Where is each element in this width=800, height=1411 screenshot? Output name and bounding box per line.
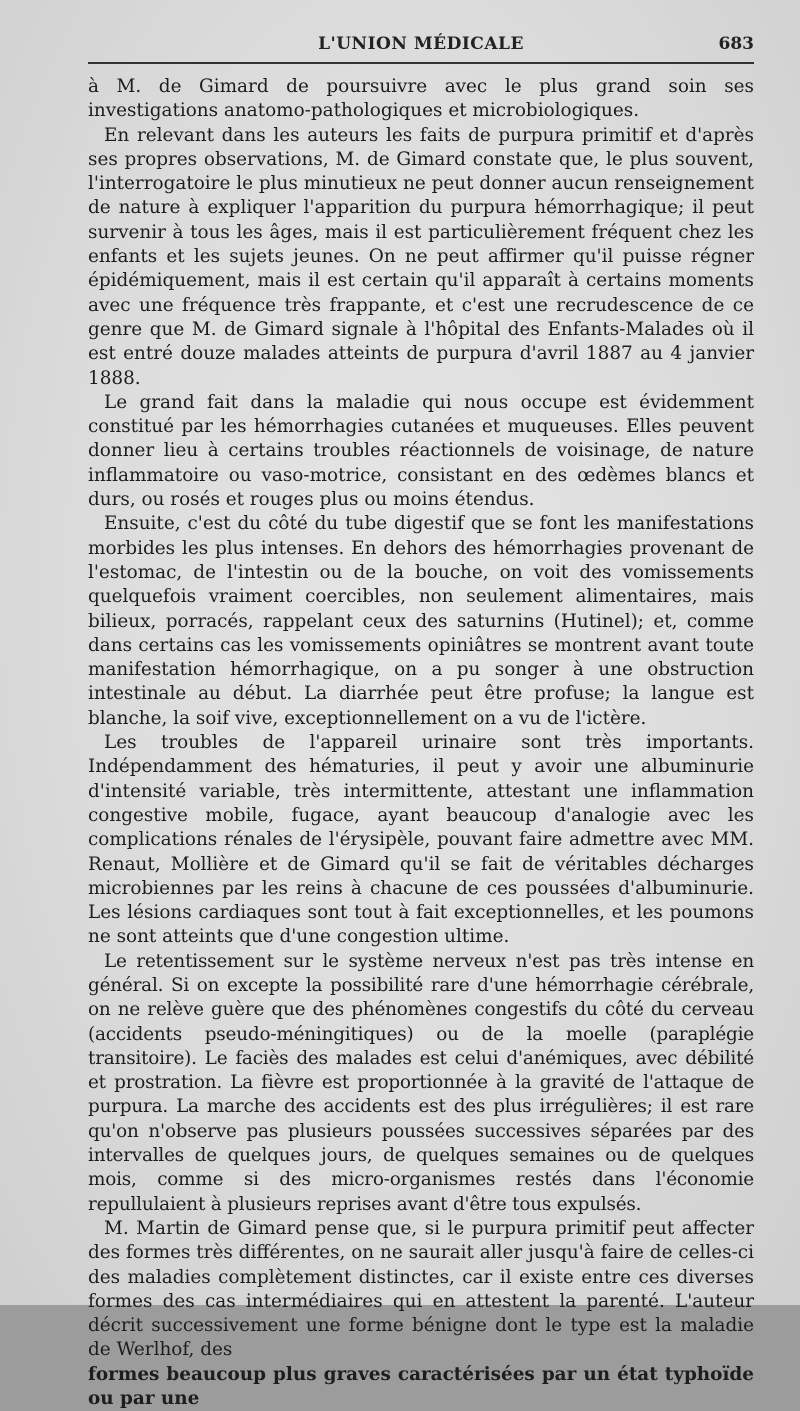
paragraph-last-line: formes beaucoup plus graves caractérisées par un état typhoïde ou par une <box>88 1363 754 1410</box>
body-text <box>88 75 754 1411</box>
paragraph: Le grand fait dans la maladie qui nous occupe est évidemment constitué par les hémorrhagies cutanées et muqueuses. Elles peuvent donner lieu à certains troubles réactionnels de voisinage, de nature inflammatoire ou vaso-motrice, consistant en des œdèmes blancs et durs, ou rosés et rouges plus ou moins étendus. <box>88 391 754 511</box>
header-rule <box>88 62 754 64</box>
paragraph: à M. de Gimard de poursuivre avec le plus grand soin ses investigations anatomo-pathologiques et microbiologiques. <box>88 76 754 122</box>
paragraph: Le retentissement sur le système nerveux n'est pas très intense en général. Si on excepte la possibilité rare d'une hémorrhagie cérébrale, on ne relève guère que des phénomènes congestifs du côté du cerveau (accidents pseudo-méningitiques) ou de la moelle (paraplégie transitoire). Le faciès des malades est celui d'anémiques, avec débilité et prostration. La fièvre est proportionnée à la gravité de l'attaque de purpura. La marche des accidents est des plus irrégulières; il est rare qu'on n'observe pas plusieurs poussées successives séparées par des intervalles de quelques jours, de quelques semaines ou de quelques mois, comme si des micro-organismes restés dans l'économie repullulaient à plusieurs reprises avant d'être tous expulsés. <box>88 950 754 1215</box>
page-number: 683 <box>718 34 754 54</box>
paragraph: En relevant dans les auteurs les faits de purpura primitif et d'après ses propres observations, M. de Gimard constate que, le plus souvent, l'interrogatoire le plus minutieux ne peut donner aucun renseignement de nature à expliquer l'apparition du purpura hémorrhagique; il peut survenir à tous les âges, mais il est particulièrement fréquent chez les enfants et les sujets jeunes. On ne peut affirmer qu'il puisse régner épidémiquement, mais il est certain qu'il apparaît à certains moments avec une fréquence très frappante, et c'est une recrudescence de ce genre que M. de Gimard signale à l'hôpital des Enfants-Malades où il est entré douze malades atteints de purpura d'avril 1887 au 4 janvier 1888. <box>88 124 754 389</box>
page-header <box>88 28 754 58</box>
paragraph: M. Martin de Gimard pense que, si le purpura primitif peut affecter des formes très différentes, on ne saurait aller jusqu'à faire de celles-ci des maladies complètement distinctes, car il existe entre ces diverses formes des cas intermédiaires qui en attestent la parenté. L'auteur décrit successivement une forme bénigne dont le type est la maladie de Werlhof, des <box>88 1217 754 1361</box>
paragraph: Les troubles de l'appareil urinaire sont très importants. Indépendamment des hématuries, il peut y avoir une albuminurie d'intensité variable, très intermittente, attestant une inflammation congestive mobile, fugace, ayant beaucoup d'analogie avec les complications rénales de l'érysipèle, pouvant faire admettre avec MM. Renaut, Mollière et de Gimard qu'il se fait de véritables décharges microbiennes par les reins à chacune de ces poussées d'albuminurie. Les lésions cardiaques sont tout à fait exceptionnelles, et les poumons ne sont atteints que d'une congestion ultime. <box>88 732 754 948</box>
paragraph: Ensuite, c'est du côté du tube digestif que se font les manifestations morbides les plus intenses. En dehors des hémorrhagies provenant de l'estomac, de l'intestin ou de la bouche, on voit des vomissements quelquefois vraiment coercibles, non seulement alimentaires, mais bilieux, porracés, rappelant ceux des saturnins (Hutinel); et, comme dans certains cas les vomissements opiniâtres se montrent avant toute manifestation hémorrhagique, on a pu songer à une obstruction intestinale au début. La diarrhée peut être profuse; la langue est blanche, la soif vive, exceptionnellement on a vu de l'ictère. <box>88 513 754 729</box>
running-title: L'UNION MÉDICALE <box>318 34 524 54</box>
